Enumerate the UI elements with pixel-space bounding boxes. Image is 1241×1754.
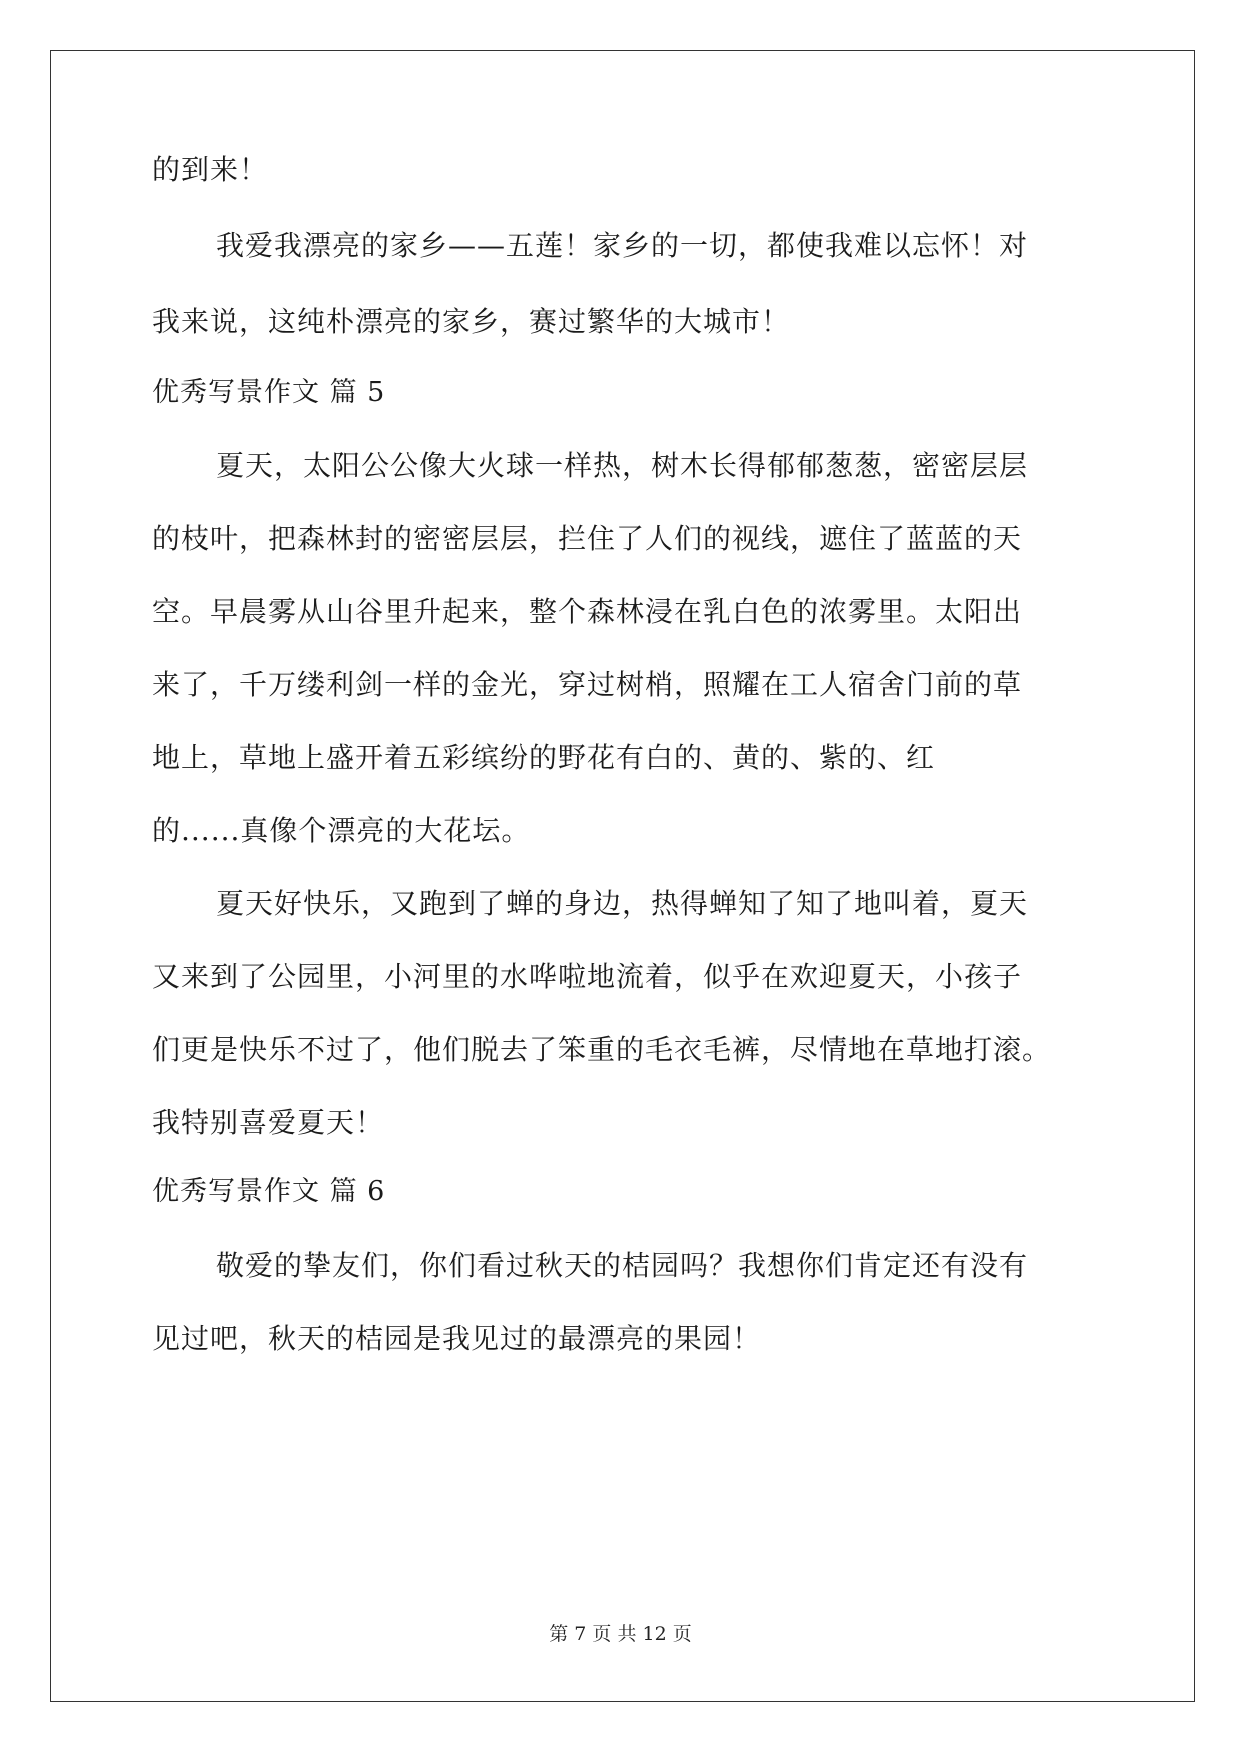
paragraph-line: 的到来！ [152,153,269,186]
paragraph-line: 我来说，这纯朴漂亮的家乡，赛过繁华的大城市！ [152,305,791,338]
paragraph-line: 来了，千万缕利剑一样的金光，穿过树梢，照耀在工人宿舍门前的草 [152,668,1023,701]
paragraph-line: 地上，草地上盛开着五彩缤纷的野花有白的、黄的、紫的、红 [152,741,936,774]
section-heading-5: 优秀写景作文 篇 5 [152,377,386,408]
paragraph-line: 又来到了公园里，小河里的水哗啦地流着，似乎在欢迎夏天，小孩子 [152,960,1023,993]
paragraph-line: 我特别喜爱夏天！ [152,1106,385,1139]
page-border [50,50,1195,1702]
paragraph-line: 夏天好快乐，又跑到了蝉的身边，热得蝉知了知了地叫着，夏天 [216,887,1029,920]
paragraph-line: 们更是快乐不过了，他们脱去了笨重的毛衣毛裤，尽情地在草地打滚。 [152,1033,1052,1066]
paragraph-line: 的枝叶，把森林封的密密层层，拦住了人们的视线，遮住了蓝蓝的天 [152,522,1023,555]
paragraph-line: 敬爱的挚友们，你们看过秋天的桔园吗？我想你们肯定还有没有 [216,1249,1029,1282]
paragraph-line: 的......真像个漂亮的大花坛。 [152,814,531,847]
page-number-footer: 第 7 页 共 12 页 [549,1623,692,1645]
paragraph-line: 空。早晨雾从山谷里升起来，整个森林浸在乳白色的浓雾里。太阳出 [152,595,1023,628]
paragraph-line: 夏天，太阳公公像大火球一样热，树木长得郁郁葱葱，密密层层 [216,449,1029,482]
paragraph-line: 见过吧，秋天的桔园是我见过的最漂亮的果园！ [152,1322,762,1355]
section-heading-6: 优秀写景作文 篇 6 [152,1176,386,1207]
paragraph-line: 我爱我漂亮的家乡——五莲！家乡的一切，都使我难以忘怀！对 [216,229,1029,262]
